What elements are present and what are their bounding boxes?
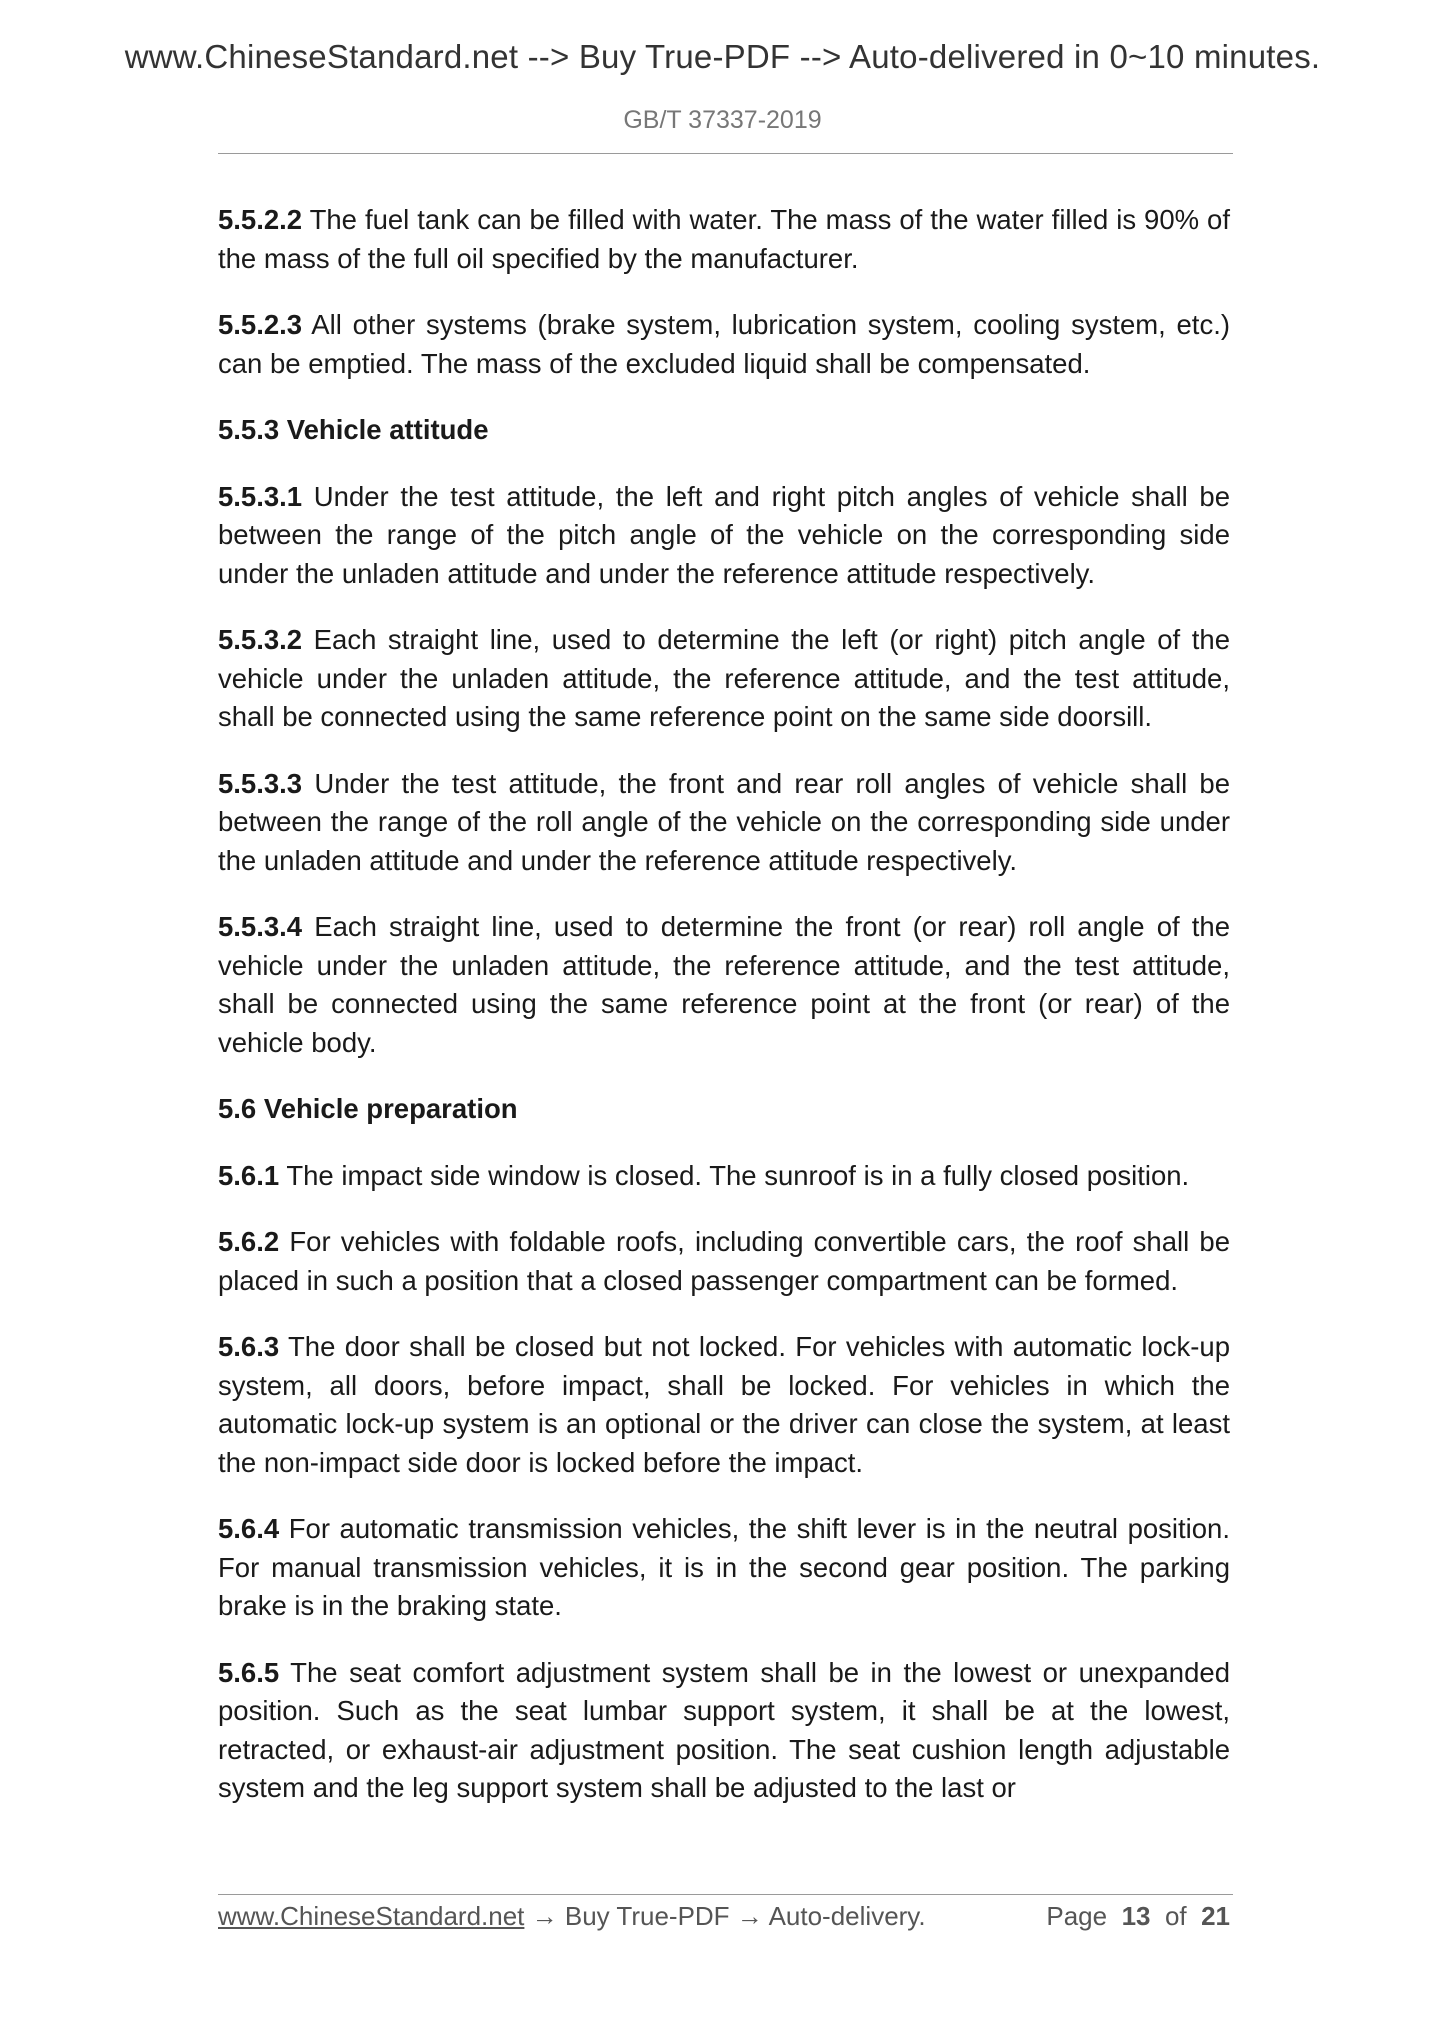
clause-5-6-4 <box>218 1510 1230 1626</box>
clause-text: All other systems (brake system, lubrication system, cooling system, etc.) can be emptied. The mass of the excluded liquid shall be compensated. <box>218 309 1230 379</box>
clause-number: 5.5.3.1 <box>218 480 303 512</box>
clause-5-5-3-1 <box>218 478 1230 594</box>
footer-site-link[interactable]: www.ChineseStandard.net <box>218 1901 525 1931</box>
clause-number: 5.6.5 <box>218 1656 280 1688</box>
clause-5-5-2-2 <box>218 201 1230 278</box>
source-banner: www.ChineseStandard.net --> Buy True-PDF --> Auto-delivered in 0~10 minutes. <box>124 38 1321 75</box>
clause-number: 5.5.2.2 <box>218 204 303 235</box>
page-label: Page <box>1046 1901 1108 1931</box>
of-label: of <box>1164 1901 1187 1931</box>
clause-text: For vehicles with foldable roofs, including convertible cars, the roof shall be placed in such a position that a closed passenger compartment can be formed. <box>218 1226 1230 1296</box>
clause-text: The seat comfort adjustment system shall be in the lowest or unexpanded position. Such as the seat lumbar support system, it shall be at the lowest, retracted, or exhaust-air adjustment position. The seat cushion length adjustable system and the leg support system shall be adjusted to the last or <box>218 1656 1230 1803</box>
clause-number: 5.5.3.3 <box>218 767 303 799</box>
clause-text: The fuel tank can be filled with water. The mass of the water filled is 90% of the mass of the full oil specified by the manufacturer. <box>218 204 1230 274</box>
clause-number: 5.6.4 <box>218 1513 280 1544</box>
clause-text: Under the test attitude, the left and right pitch angles of vehicle shall be between the range of the pitch angle of the vehicle on the corresponding side under the unladen attitude and under the reference attitude respectively. <box>218 480 1230 589</box>
page-footer <box>218 1898 1230 1934</box>
clause-5-6-2 <box>218 1223 1230 1300</box>
current-page-number: 13 <box>1121 1901 1151 1931</box>
clause-text: The door shall be closed but not locked. For vehicles with automatic lock-up system, all doors, before impact, shall be locked. For vehicles in which the automatic lock-up system is an optional or the driver can close the system, at least the non-impact side door is locked before the impact. <box>218 1331 1230 1478</box>
page-indicator <box>1046 1898 1230 1934</box>
clause-number: 5.5.3.4 <box>218 911 303 942</box>
footer-left <box>218 1898 926 1934</box>
footer-divider <box>218 1894 1233 1895</box>
clause-number: 5.6.1 <box>218 1159 280 1191</box>
clause-5-6-3 <box>218 1328 1230 1482</box>
clause-5-5-3-3 <box>218 765 1230 881</box>
clause-text: For automatic transmission vehicles, the shift lever is in the neutral position. For manual transmission vehicles, it is in the second gear position. The parking brake is in the braking state. <box>218 1513 1230 1621</box>
total-pages-number: 21 <box>1201 1901 1230 1931</box>
footer-tagline: → Buy True-PDF → Auto-delivery. <box>524 1901 926 1931</box>
clause-5-5-3-2 <box>218 621 1230 737</box>
clause-text: The impact side window is closed. The sunroof is in a fully closed position. <box>279 1159 1190 1191</box>
clause-text: Each straight line, used to determine the front (or rear) roll angle of the vehicle under the unladen attitude, the reference attitude, and the test attitude, shall be connected using the same reference point at the front (or rear) of the vehicle body. <box>218 911 1230 1058</box>
clause-number: 5.6.2 <box>218 1226 280 1257</box>
clause-number: 5.6.3 <box>218 1331 280 1362</box>
document-body <box>218 201 1230 1836</box>
standard-code: GB/T 37337-2019 <box>623 106 822 134</box>
clause-5-5-3-4 <box>218 908 1230 1062</box>
clause-text: Each straight line, used to determine the left (or right) pitch angle of the vehicle under the unladen attitude, the reference attitude, and the test attitude, shall be connected using the same reference point on the same side doorsill. <box>218 624 1230 732</box>
clause-number: 5.5.3.2 <box>218 624 303 655</box>
clause-number: 5.5.2.3 <box>218 309 303 340</box>
section-heading-5-5-3: 5.5.3 Vehicle attitude <box>218 414 489 445</box>
section-heading-5-6: 5.6 Vehicle preparation <box>218 1093 518 1124</box>
clause-5-6-1 <box>218 1157 1230 1196</box>
clause-text: Under the test attitude, the front and rear roll angles of vehicle shall be between the range of the roll angle of the vehicle on the corresponding side under the unladen attitude and under the reference attitude respectively. <box>218 767 1230 876</box>
clause-5-6-5 <box>218 1654 1230 1808</box>
clause-5-5-2-3 <box>218 306 1230 383</box>
header-divider <box>218 153 1233 154</box>
